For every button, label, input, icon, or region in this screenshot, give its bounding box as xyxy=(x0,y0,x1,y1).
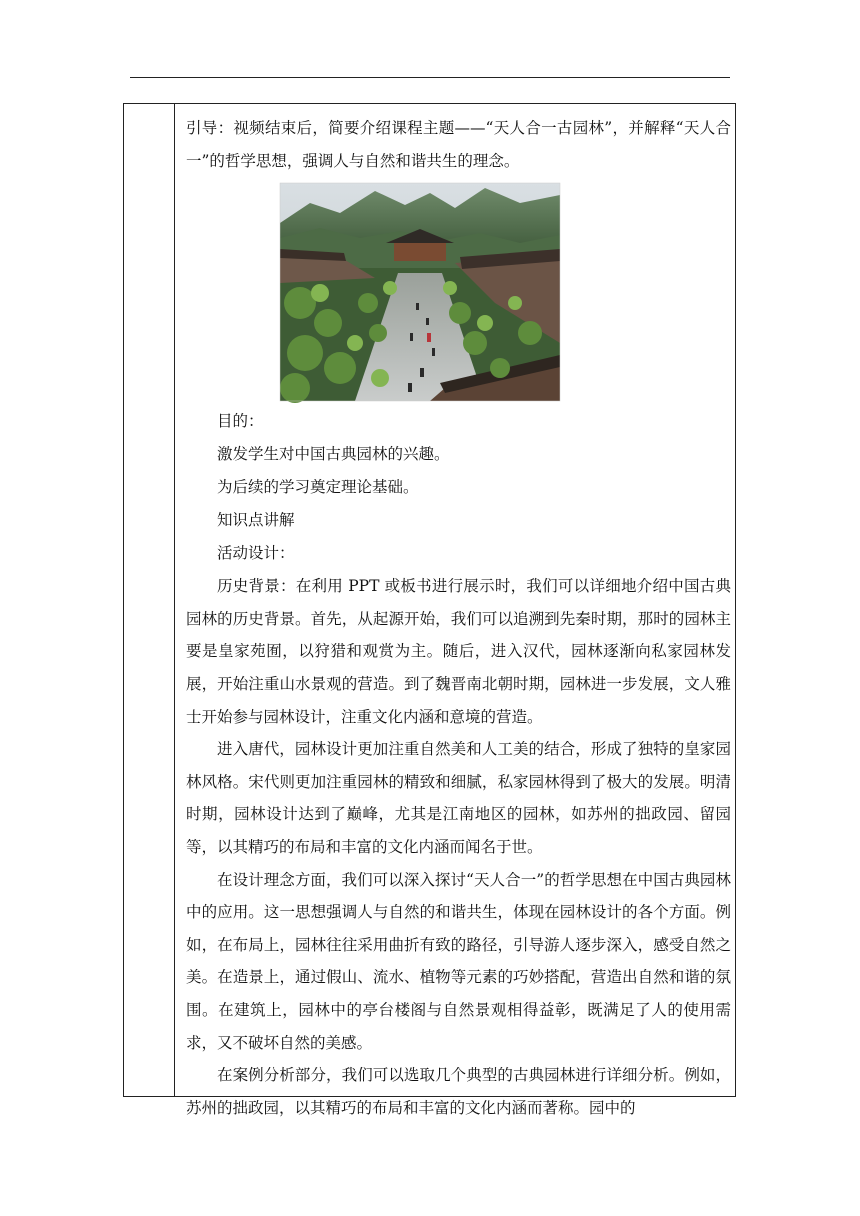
design-concept-paragraph: 在设计理念方面，我们可以深入探讨“天人合一”的哲学思想在中国古典园林中的应用。这一思想强调人与自然的和谐共生，体现在园林设计的各个方面。例如，在布局上，园林往往采用曲折有致的路径，引导游人逐步深入，感受自然之美。在造景上，通过假山、流水、植物等元素的巧妙搭配，营造出自然和谐的氛围。在建筑上，园林中的亭台楼阁与自然景观相得益彰，既满足了人的使用需求，又不破坏自然的美感。 xyxy=(186,870,731,1052)
purpose-heading: 目的： xyxy=(217,412,264,431)
purpose-item: 为后续的学习奠定理论基础。 xyxy=(217,478,419,497)
lesson-table xyxy=(123,103,736,1117)
purpose-item: 激发学生对中国古典园林的兴趣。 xyxy=(217,445,450,464)
activity-heading: 活动设计： xyxy=(217,544,295,563)
header-rule xyxy=(130,77,730,78)
history-paragraph: 历史背景：在利用 PPT 或板书进行展示时，我们可以详细地介绍中国古典园林的历史背景。首先，从起源开始，我们可以追溯到先秦时期，那时的园林主要是皇家苑囿，以狩猎和观赏为主。随后，进入汉代，园林逐渐向私家园林发展，开始注重山水景观的营造。到了魏晋南北朝时期，园林进一步发展，文人雅士开始参与园林设计，注重文化内涵和意境的营造。 xyxy=(186,577,731,726)
garden-photo xyxy=(280,183,560,401)
case-analysis-paragraph: 在案例分析部分，我们可以选取几个典型的古典园林进行详细分析。例如，苏州的拙政园，以其精巧的布局和丰富的文化内涵而著称。园中的 xyxy=(186,1066,731,1117)
table-left-column xyxy=(124,104,175,1096)
dynasty-paragraph: 进入唐代，园林设计更加注重自然美和人工美的结合，形成了独特的皇家园林风格。宋代则更加注重园林的精致和细腻，私家园林得到了极大的发展。明清时期，园林设计达到了巅峰，尤其是江南地区的园林，如苏州的拙政园、留园等，以其精巧的布局和丰富的文化内涵而闻名于世。 xyxy=(186,740,731,856)
intro-paragraph: 引导：视频结束后，简要介绍课程主题——“天人合一古园林”，并解释“天人合一”的哲学思想，强调人与自然和谐共生的理念。 xyxy=(186,119,731,170)
section-heading: 知识点讲解 xyxy=(217,511,295,530)
table-content-cell xyxy=(176,104,735,1117)
